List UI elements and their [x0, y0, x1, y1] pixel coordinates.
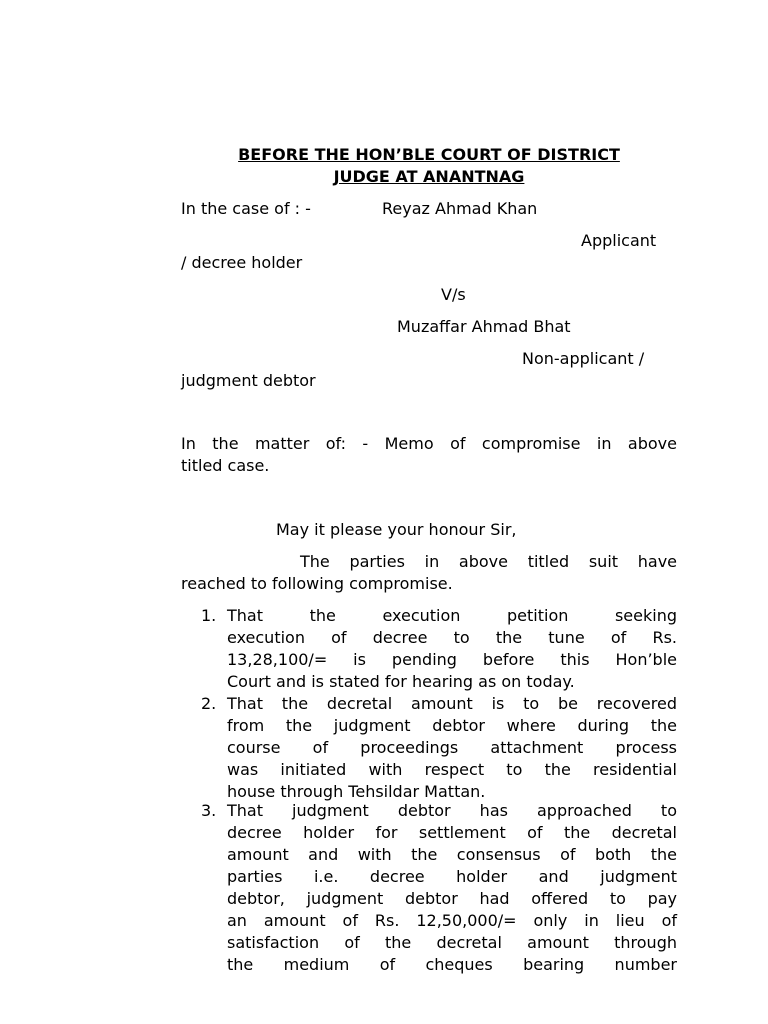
list-item-3-number: 3. — [201, 801, 217, 820]
list-item-2-line: was initiated with respect to the residential — [227, 760, 677, 779]
document-title-line-1: BEFORE THE HON’BLE COURT OF DISTRICT — [238, 145, 620, 164]
list-item-2-line: That the decretal amount is to be recovered — [227, 694, 677, 713]
case-label: In the case of : - — [181, 199, 311, 218]
salutation: May it please your honour Sir, — [276, 520, 517, 539]
list-item-3-line: amount and with the consensus of both the — [227, 845, 677, 864]
applicant-name: Reyaz Ahmad Khan — [382, 199, 538, 218]
list-item-3-line: an amount of Rs. 12,50,000/= only in lieu of — [227, 911, 677, 930]
list-item-2-line: house through Tehsildar Mattan. — [227, 782, 486, 801]
list-item-3-line: the medium of cheques bearing number — [227, 955, 677, 974]
list-item-1-line: execution of decree to the tune of Rs. — [227, 628, 677, 647]
versus-label: V/s — [441, 285, 466, 304]
respondent-role-continued: judgment debtor — [181, 371, 316, 390]
list-item-2-line: course of proceedings attachment process — [227, 738, 677, 757]
list-item-3-line: That judgment debtor has approached to — [227, 801, 677, 820]
respondent-role: Non-applicant / — [522, 349, 645, 368]
list-item-3-line: debtor, judgment debtor had offered to pay — [227, 889, 677, 908]
matter-line-2: titled case. — [181, 456, 270, 475]
list-item-3-line: parties i.e. decree holder and judgment — [227, 867, 677, 886]
applicant-role-continued: / decree holder — [181, 253, 303, 272]
list-item-2-line: from the judgment debtor where during the — [227, 716, 677, 735]
list-item-1-line: That the execution petition seeking — [227, 606, 677, 625]
applicant-role: Applicant — [581, 231, 657, 250]
list-item-1-line: Court and is stated for hearing as on today. — [227, 672, 575, 691]
list-item-1-number: 1. — [201, 606, 217, 625]
list-item-3-line: satisfaction of the decretal amount through — [227, 933, 677, 952]
intro-line-1: The parties in above titled suit have — [300, 552, 677, 571]
matter-line-1: In the matter of: - Memo of compromise in above — [181, 434, 677, 453]
list-item-1-line: 13,28,100/= is pending before this Hon’ble — [227, 650, 677, 669]
list-item-2-number: 2. — [201, 694, 217, 713]
intro-line-2: reached to following compromise. — [181, 574, 453, 593]
respondent-name: Muzaffar Ahmad Bhat — [397, 317, 571, 336]
list-item-3-line: decree holder for settlement of the decretal — [227, 823, 677, 842]
document-title-line-2: JUDGE AT ANANTNAG — [333, 167, 525, 186]
